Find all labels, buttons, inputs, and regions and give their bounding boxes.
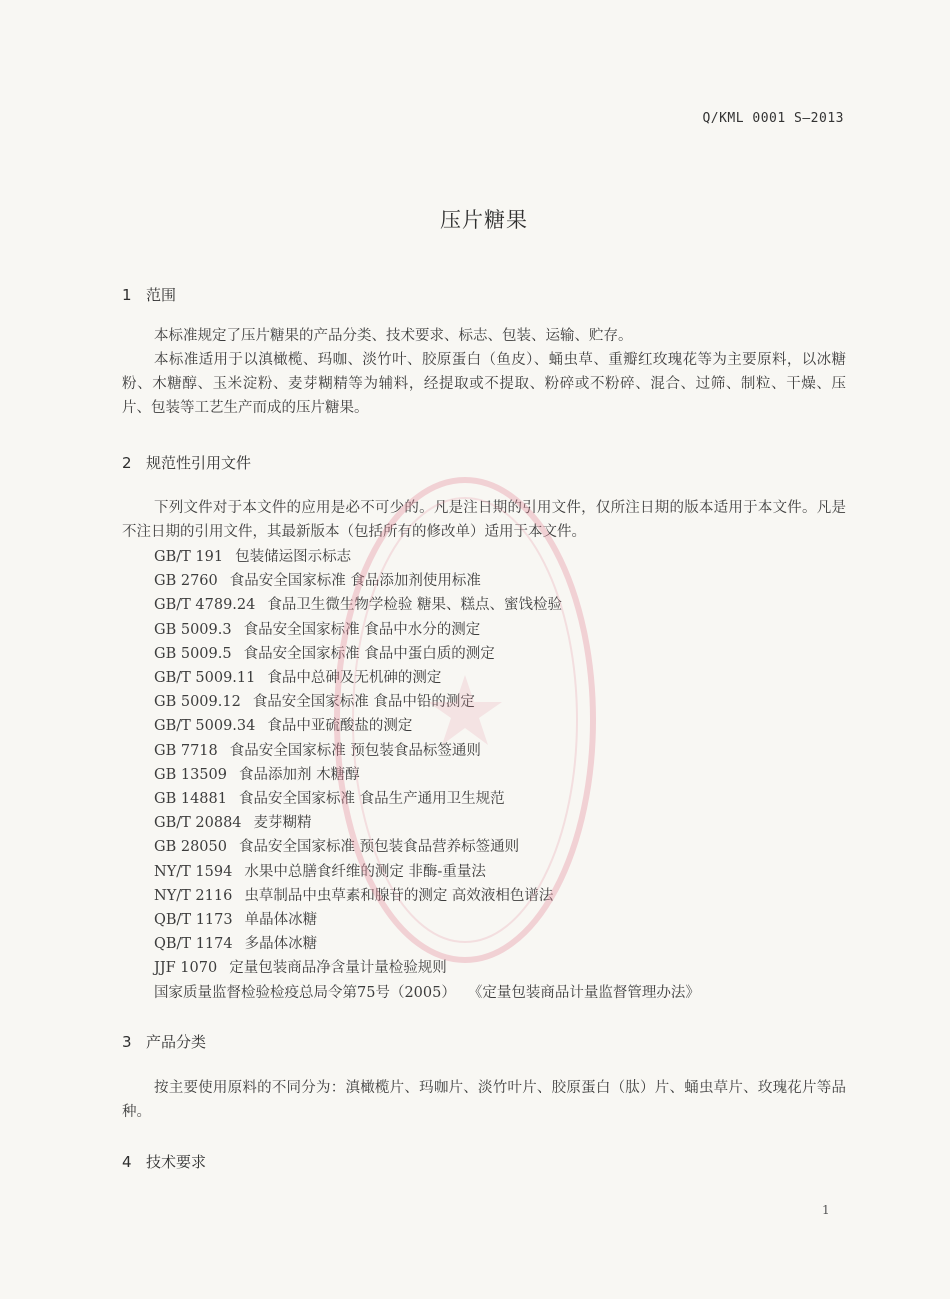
section-title: 技术要求 bbox=[146, 1153, 207, 1171]
reference-code: GB 2760 bbox=[154, 573, 218, 590]
reference-title: 食品中总砷及无机砷的测定 bbox=[267, 670, 442, 687]
classification-paragraph: 按主要使用原料的不同分为：滇橄榄片、玛咖片、淡竹叶片、胶原蛋白（肽）片、蛹虫草片、玫瑰花片等品种。 bbox=[122, 1080, 846, 1120]
reference-title: 定量包装商品净含量计量检验规则 bbox=[229, 960, 447, 977]
reference-code: GB/T 5009.11 bbox=[154, 670, 256, 687]
reference-title: 食品卫生微生物学检验 糖果、糕点、蜜饯检验 bbox=[267, 597, 562, 614]
reference-item bbox=[154, 787, 700, 811]
section-number: 2 bbox=[122, 454, 132, 472]
reference-item bbox=[154, 908, 700, 932]
reference-title: 食品安全国家标准 食品中蛋白质的测定 bbox=[243, 645, 495, 662]
reference-item bbox=[154, 956, 700, 980]
section-3-heading bbox=[122, 1031, 206, 1052]
reference-code: 国家质量监督检验检疫总局令第75号（2005） bbox=[154, 984, 456, 1001]
reference-item bbox=[154, 763, 700, 787]
reference-code: GB/T 4789.24 bbox=[154, 597, 256, 614]
reference-title: 《定量包装商品计量监督管理办法》 bbox=[467, 984, 700, 1001]
reference-title: 多晶体冰糖 bbox=[244, 936, 318, 953]
reference-code: GB 14881 bbox=[154, 791, 227, 808]
reference-code: GB 5009.5 bbox=[154, 645, 232, 662]
reference-code: QB/T 1173 bbox=[154, 912, 233, 929]
reference-code: GB 28050 bbox=[154, 839, 227, 856]
reference-item bbox=[154, 884, 700, 908]
reference-title: 食品中亚硫酸盐的测定 bbox=[267, 718, 413, 735]
reference-title: 食品安全国家标准 食品添加剂使用标准 bbox=[229, 573, 481, 590]
section-number: 4 bbox=[122, 1153, 132, 1171]
reference-title: 食品添加剂 木糖醇 bbox=[238, 766, 360, 783]
reference-code: GB 7718 bbox=[154, 742, 218, 759]
reference-code: GB/T 20884 bbox=[154, 815, 242, 832]
reference-code: GB 13509 bbox=[154, 766, 227, 783]
reference-title: 单晶体冰糖 bbox=[244, 912, 318, 929]
page-number: 1 bbox=[822, 1203, 830, 1217]
reference-title: 食品安全国家标准 食品中铅的测定 bbox=[252, 694, 475, 711]
reference-title: 水果中总膳食纤维的测定 非酶-重量法 bbox=[244, 863, 486, 880]
reference-item bbox=[154, 569, 700, 593]
reference-code: GB/T 5009.34 bbox=[154, 718, 256, 735]
reference-code: QB/T 1174 bbox=[154, 936, 233, 953]
reference-code: GB 5009.3 bbox=[154, 621, 232, 638]
reference-item bbox=[154, 981, 700, 1005]
reference-code: GB 5009.12 bbox=[154, 694, 241, 711]
reference-item bbox=[154, 666, 700, 690]
scope-paragraph-2: 本标准适用于以滇橄榄、玛咖、淡竹叶、胶原蛋白（鱼皮）、蛹虫草、重瓣红玫瑰花等为主要原料，以冰糖粉、木糖醇、玉米淀粉、麦芽糊精等为辅料，经提取或不提取、粉碎或不粉碎、混合、过筛、制粒、干燥、压片、包装等工艺生产而成的压片糖果。 bbox=[122, 352, 846, 416]
reference-title: 虫草制品中虫草素和腺苷的测定 高效液相色谱法 bbox=[244, 887, 554, 904]
reference-item bbox=[154, 642, 700, 666]
reference-item bbox=[154, 860, 700, 884]
reference-list bbox=[154, 545, 700, 1005]
reference-item bbox=[154, 714, 700, 738]
reference-item bbox=[154, 618, 700, 642]
section-title: 规范性引用文件 bbox=[146, 454, 252, 472]
section-2-heading bbox=[122, 452, 251, 473]
references-intro: 下列文件对于本文件的应用是必不可少的。凡是注日期的引用文件，仅所注日期的版本适用于本文件。凡是不注日期的引用文件，其最新版本（包括所有的修改单）适用于本文件。 bbox=[122, 500, 846, 540]
reference-code: JJF 1070 bbox=[154, 960, 218, 977]
reference-item bbox=[154, 835, 700, 859]
reference-item bbox=[154, 739, 700, 763]
document-title: 压片糖果 bbox=[440, 208, 528, 232]
reference-item bbox=[154, 545, 700, 569]
reference-title: 包装储运图示标志 bbox=[235, 549, 352, 565]
section-title: 产品分类 bbox=[146, 1033, 207, 1051]
reference-item bbox=[154, 811, 700, 835]
reference-code: GB/T 191 bbox=[154, 549, 224, 565]
section-4-heading bbox=[122, 1151, 206, 1172]
scope-paragraph-1: 本标准规定了压片糖果的产品分类、技术要求、标志、包装、运输、贮存。 bbox=[154, 328, 633, 344]
reference-title: 食品安全国家标准 食品中水分的测定 bbox=[243, 621, 481, 638]
section-number: 1 bbox=[122, 286, 132, 304]
reference-title: 食品安全国家标准 预包装食品标签通则 bbox=[229, 742, 481, 759]
reference-item bbox=[154, 690, 700, 714]
reference-code: NY/T 1594 bbox=[154, 863, 233, 880]
section-number: 3 bbox=[122, 1033, 132, 1051]
reference-item bbox=[154, 932, 700, 956]
reference-title: 麦芽糊精 bbox=[253, 815, 312, 832]
section-title: 范围 bbox=[146, 286, 177, 304]
section-1-heading bbox=[122, 284, 176, 305]
reference-code: NY/T 2116 bbox=[154, 887, 233, 904]
standard-code: Q/KML 0001 S—2013 bbox=[702, 111, 844, 126]
reference-title: 食品安全国家标准 食品生产通用卫生规范 bbox=[238, 791, 505, 808]
reference-title: 食品安全国家标准 预包装食品营养标签通则 bbox=[238, 839, 520, 856]
reference-item bbox=[154, 593, 700, 617]
